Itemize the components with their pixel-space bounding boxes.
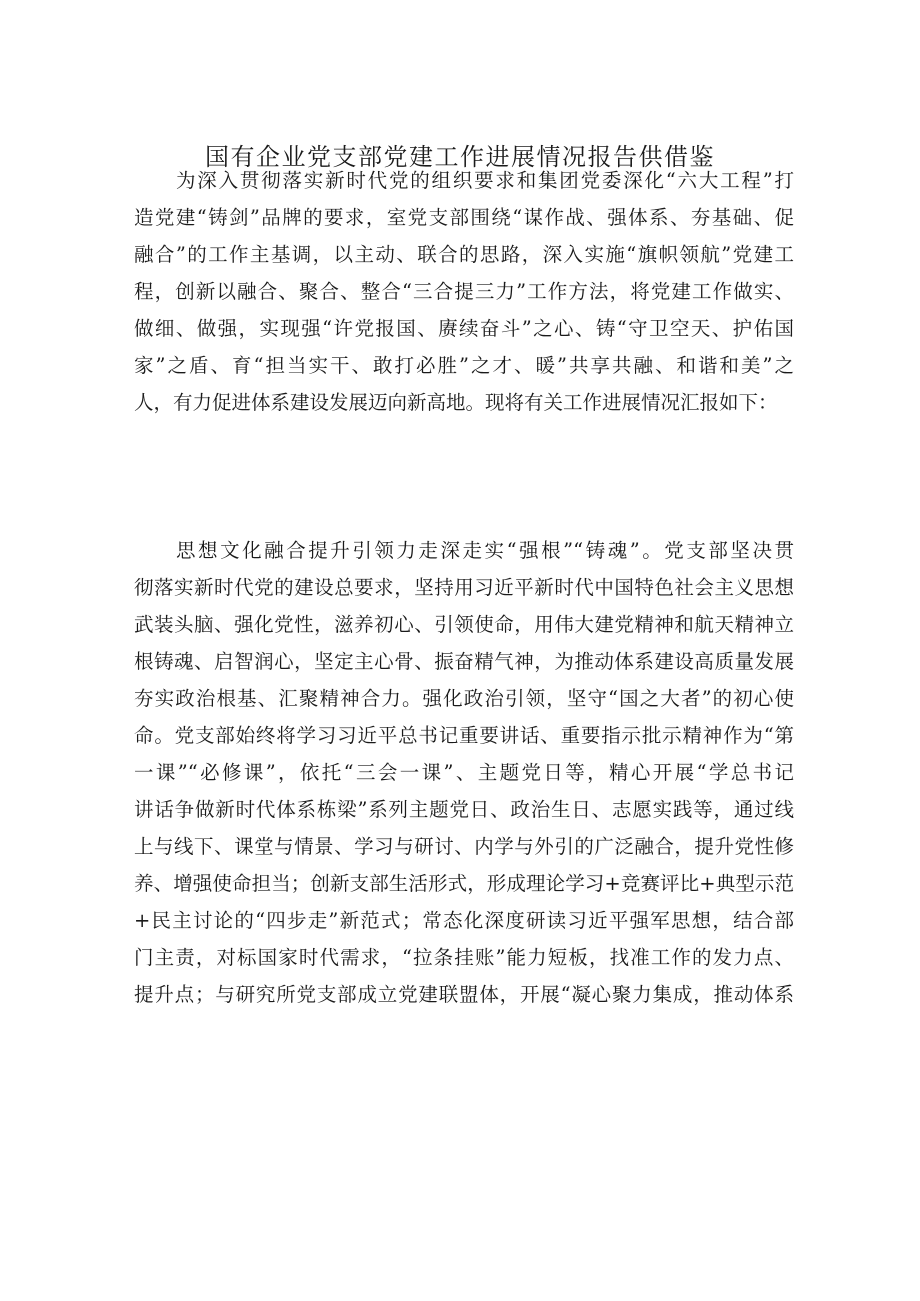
- paragraph-line: 讲话争做新时代体系栋梁”系列主题党日、政治生日、志愿实践等，通过线: [134, 798, 794, 821]
- paragraph-line: 彻落实新时代党的建设总要求，坚持用习近平新时代中国特色社会主义思想: [134, 576, 794, 599]
- paragraph-line: 家”之盾、育“担当实干、敢打必胜”之才、暖”共享共融、和谐和美”之: [134, 354, 794, 377]
- paragraph-line: 思想文化融合提升引领力走深走实“强根”“铸魂”。党支部坚决贯: [176, 539, 794, 562]
- paragraph-1: [134, 162, 794, 421]
- paragraph-line: 命。党支部始终将学习习近平总书记重要讲话、重要指示批示精神作为“第: [134, 724, 794, 747]
- paragraph-line: 根铸魂、启智润心，坚定主心骨、振奋精气神，为推动体系建设高质量发展: [134, 650, 794, 673]
- paragraph-line: 夯实政治根基、汇聚精神合力。强化政治引领，坚守“国之大者”的初心使: [134, 687, 794, 710]
- paragraph-line: 武装头脑、强化党性，滋养初心、引领使命，用伟大建党精神和航天精神立: [134, 613, 794, 636]
- paragraph-line: 程，创新以融合、聚合、整合“三合提三力”工作方法，将党建工作做实、: [134, 280, 794, 303]
- paragraph-line: 融合”的工作主基调，以主动、联合的思路，深入实施“旗帜领航”党建工: [134, 243, 794, 266]
- paragraph-line: 养、增强使命担当；创新支部生活形式，形成理论学习+竞赛评比+典型示范: [134, 872, 794, 895]
- paragraph-line: 为深入贯彻落实新时代党的组织要求和集团党委深化“六大工程”打: [176, 169, 794, 192]
- paragraph-line: 人，有力促进体系建设发展迈向新高地。现将有关工作进展情况汇报如下：: [134, 391, 778, 414]
- paragraph-line: 上与线下、课堂与情景、学习与研讨、内学与外引的广泛融合，提升党性修: [134, 835, 794, 858]
- paragraph-line: 一课”“必修课”，依托“三会一课”、主题党日等，精心开展“学总书记: [134, 761, 794, 784]
- document-title: 国有企业党支部党建工作进展情况报告供借鉴: [205, 143, 715, 171]
- paragraph-line: 提升点；与研究所党支部成立党建联盟体，开展“凝心聚力集成，推动体系: [134, 983, 794, 1006]
- paragraph-line: 做细、做强，实现强“许党报国、赓续奋斗”之心、铸“守卫空天、护佑国: [134, 317, 794, 340]
- paragraph-line: +民主讨论的“四步走”新范式；常态化深度研读习近平强军思想，结合部: [134, 909, 794, 932]
- paragraph-line: 门主责，对标国家时代需求，“拉条挂账”能力短板，找准工作的发力点、: [134, 946, 794, 969]
- paragraph-line: 造党建“铸剑”品牌的要求，室党支部围绕“谋作战、强体系、夯基础、促: [134, 206, 794, 229]
- paragraph-2: [134, 532, 794, 1013]
